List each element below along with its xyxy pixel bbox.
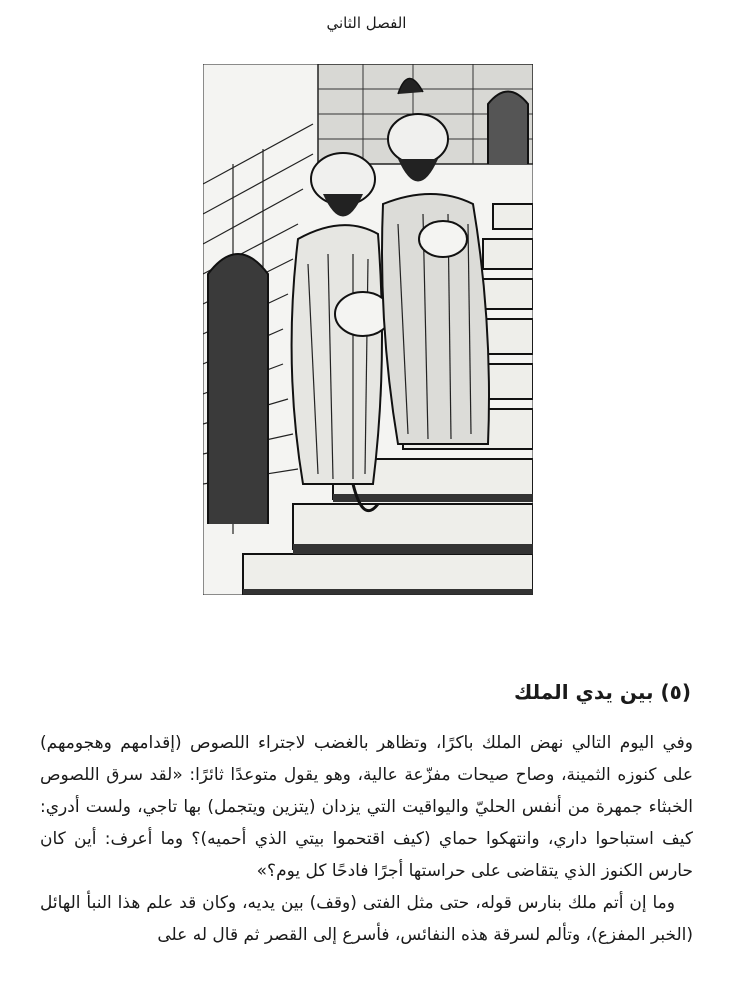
illustration-thieves-on-stairs bbox=[203, 64, 533, 595]
paragraph-1: وفي اليوم التالي نهض الملك باكرًا، وتظاهر بالغضب لاجتراء اللصوص (إقدامهم وهجومهم) على كنوزه الثمينة، وصاح صيحات مفزّعة عالية، وهو يقول متوعدًا ثائرًا: «لقد سرق اللصوص الخبثاء جمهرة من أنفس الحليّ واليواقيت التي يزدان (يتزين ويتجمل) بها تاجي، ولست أدري: كيف استباحوا داري، وانتهكوا حماي (كيف اقتحموا بيتي الذي أحميه)؟ وما أعرف: أين كان حارس الكنوز الذي يتقاضى على حراستها أجرًا فادحًا كل يوم؟» bbox=[40, 733, 693, 881]
chapter-running-head: الفصل الثاني bbox=[326, 14, 407, 32]
body-text bbox=[40, 727, 693, 951]
section-heading: (٥) بين يدي الملك bbox=[513, 680, 691, 704]
paragraph-2: وما إن أتم ملك بنارس قوله، حتى مثل الفتى (وقف) بين يديه، وكان قد علم هذا النبأ الهائل (الخبر المفزع)، وتألم لسرقة هذه النفائس، فأسرع إلى القصر ثم قال له على bbox=[40, 893, 693, 945]
